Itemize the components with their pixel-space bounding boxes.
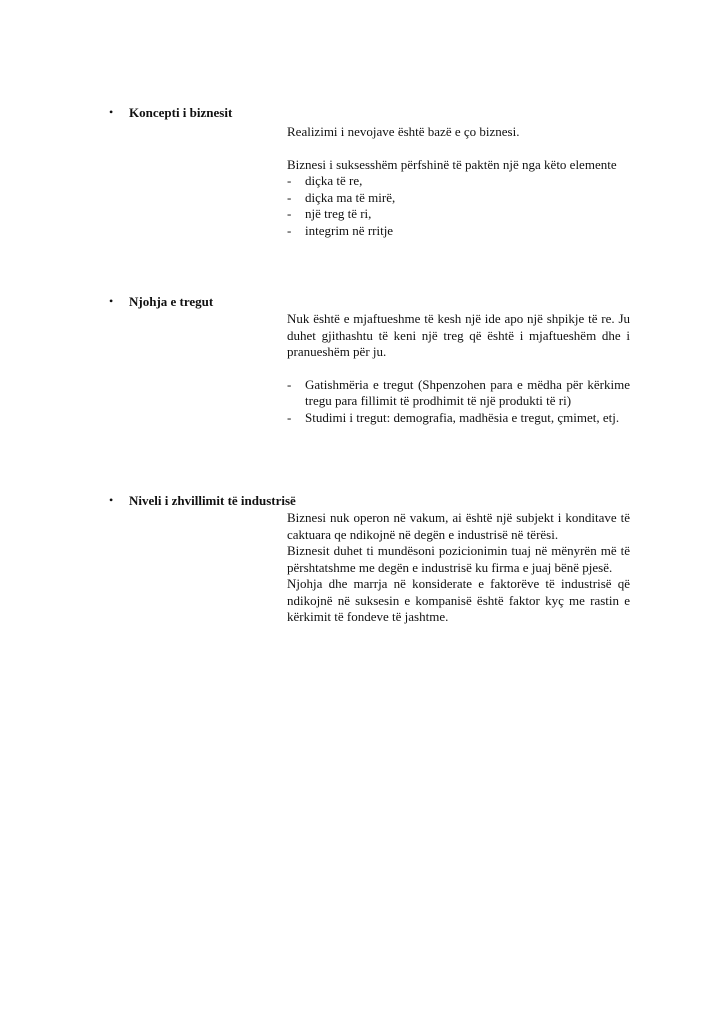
list-item-text: një treg të ri, [305, 206, 372, 221]
section-body [287, 124, 630, 239]
bullet-icon: • [109, 294, 114, 308]
list-item-text: diçka të re, [305, 173, 363, 188]
dash-marker: - [287, 222, 292, 238]
dash-list [287, 173, 630, 239]
dash-marker: - [287, 173, 292, 188]
list-item-text: Gatishmëria e tregut (Shpenzohen para e mëdha për kërkime tregu para fillimit të prodhimit të një produkti të ri) [305, 376, 630, 408]
list-item [287, 223, 630, 240]
list-item [287, 190, 630, 207]
list-item [287, 410, 630, 427]
dash-marker: - [287, 189, 292, 205]
body-paragraph: Njohja dhe marrja në konsiderate e faktorëve të industrisë që ndikojnë në suksesin e kompanisë është faktor kyç me rastin e kërkimit të fondeve të jashtme. [287, 576, 630, 624]
section-title: Koncepti i biznesit [129, 105, 233, 120]
list-item [287, 206, 630, 223]
body-paragraph: Biznesi nuk operon në vakum, ai është një subjekt i konditave të caktuara qe ndikojnë në degën e industrisë në tërësi. [287, 510, 630, 542]
dash-marker: - [287, 206, 292, 221]
dash-marker: - [287, 409, 292, 425]
section-title: Njohja e tregut [129, 294, 214, 309]
list-item [287, 377, 630, 410]
list-item [287, 173, 630, 190]
section-heading [0, 293, 728, 310]
intro-paragraph: Nuk është e mjaftueshme të kesh një ide apo një shpikje të re. Ju duhet gjithashtu të keni një treg që është i mjaftueshëm dhe i pranueshëm për ju. [287, 311, 630, 359]
list-item-text: diçka ma të mirë, [305, 189, 396, 205]
section-heading [0, 104, 728, 121]
lead-paragraph: Biznesi i suksesshëm përfshinë të paktën një nga këto elemente [287, 156, 617, 172]
section-title: Niveli i zhvillimit të industrisë [129, 493, 296, 508]
list-item-text: integrim në rritje [305, 222, 394, 238]
body-paragraph: Biznesit duhet ti mundësoni pozicionimin tuaj në mënyrën më të përshtatshme me degën e industrisë ku firma e juaj bënë pjesë. [287, 543, 630, 575]
bullet-icon: • [109, 493, 114, 507]
list-item-text: Studimi i tregut: demografia, madhësia e tregut, çmimet, etj. [305, 409, 620, 425]
bullet-icon: • [109, 105, 114, 119]
section-body [287, 510, 630, 626]
intro-paragraph: Realizimi i nevojave është bazë e ço biznesi. [287, 124, 520, 139]
section-heading [0, 492, 728, 509]
section-body [287, 311, 630, 426]
dash-marker: - [287, 376, 292, 392]
dash-list [287, 377, 630, 427]
